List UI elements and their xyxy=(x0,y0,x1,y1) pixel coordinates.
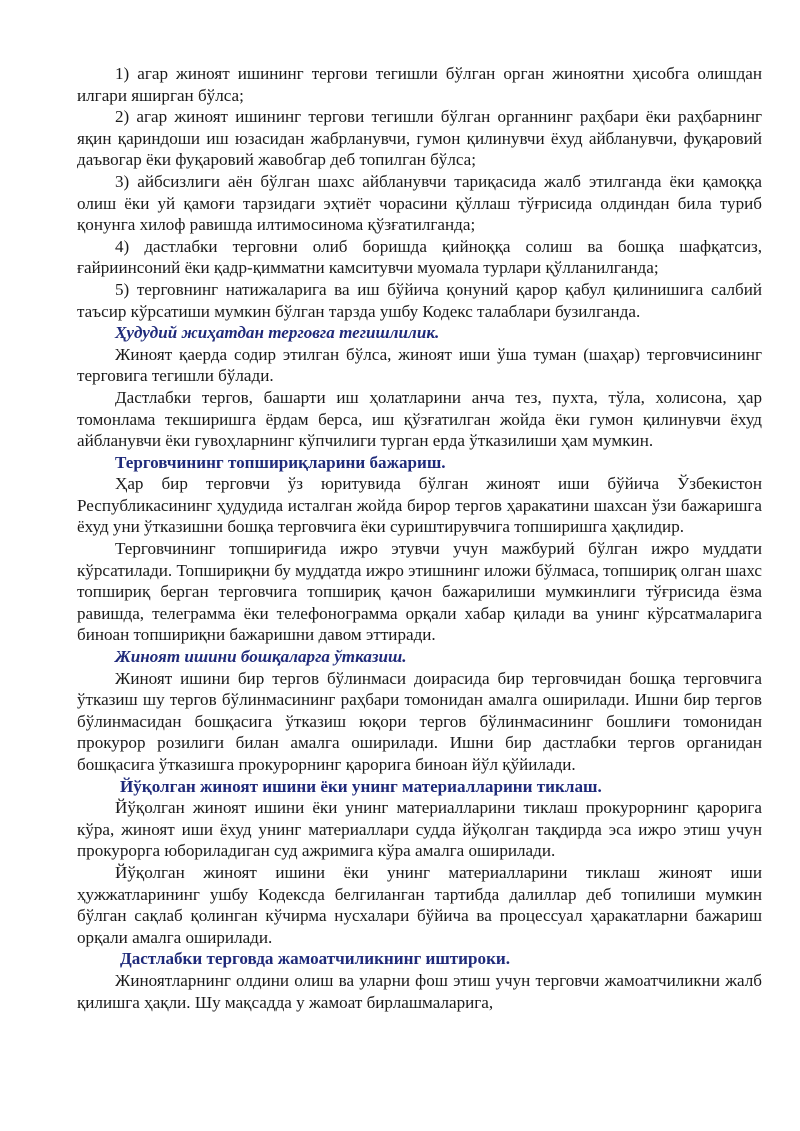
paragraph-item-2: 2) агар жиноят ишининг тергови тегишли бўлган органнинг раҳбари ёки раҳбарнинг яқин қариндоши иш юзасидан жабрланувчи, гумон қилинувчи ёхуд айбланувчи, фуқаровий даъвогар ёки фуқаровий жавобгар деб топилган бўлса; xyxy=(77,107,762,170)
paragraph-item-1: 1) агар жиноят ишининг тергови тегишли бўлган орган жиноятни ҳисобга олишдан илгари яширган бўлса; xyxy=(77,64,762,105)
paragraph-territorial-1: Жиноят қаерда содир этилган бўлса, жиноят иши ўша туман (шаҳар) терговчисининг терговига тегишли бўлади. xyxy=(77,344,762,386)
paragraph-restoration-1: Йўқолган жиноят ишини ёки унинг материалларини тиклаш прокурорнинг қарорига кўра, жиноят иши ёхуд унинг материаллари судда йўқолган тақдирда эса ижро этиш учун прокурорга юбориладиган суд ажримига кўра амалга оширилади. xyxy=(77,798,762,861)
section-heading-restoration: Йўқолган жиноят ишини ёки унинг материалларини тиклаш. xyxy=(120,776,602,796)
paragraph-assignments-1: Ҳар бир терговчи ўз юритувида бўлган жиноят иши бўйича Ўзбекистон Республикасининг ҳудудида исталган жойда бирор тергов ҳаракатини шахсан ўзи бажаришга ёхуд уни ўтказишни бошқа терговчига ёки суриштирувчига топширишга ҳақлидир. xyxy=(77,474,762,537)
paragraph-restoration-2: Йўқолган жиноят ишини ёки унинг материалларини тиклаш жиноят иши ҳужжатларининг ушбу Кодексда белгиланган тартибда далиллар деб топилиши мумкин бўлган сақлаб қолинган кўчирма нусхалари бўйича ва процессуал ҳаракатларни бажариш орқали амалга оширилади. xyxy=(77,862,762,947)
paragraph-item-4: 4) дастлабки терговни олиб боришда қийноққа солиш ва бошқа шафқатсиз, ғайриинсоний ёки қадр-қимматни камситувчи муомала турлари қўлланилганда; xyxy=(77,236,762,278)
paragraph-item-3: 3) айбсизлиги аён бўлган шахс айбланувчи тариқасида жалб этилганда ёки қамоққа олиш ёки уй қамоғи тарзидаги эҳтиёт чорасини қўллаш тўғрисида олдиндан била туриб қонунга хилоф равишда илтимосинома қўзғатилганда; xyxy=(77,171,762,235)
section-heading-transfer: Жиноят ишини бошқаларга ўтказиш. xyxy=(115,647,407,667)
paragraph-transfer-1: Жиноят ишини бир тергов бўлинмаси доирасида бир терговчидан бошқа терговчига ўтказиш шу тергов бўлинмасининг раҳбари томонидан амалга оширилади. Ишни бир тергов бўлинмасидан бошқасига ўтказиш юқори тергов бўлинмасининг бошлиғи томонидан прокурор розилиги билан амалга оширилади. Ишни бир дастлабки тергов органидан бошқасига ўтказишга прокурорнинг қарорига биноан йўл қўйилади. xyxy=(77,668,762,774)
section-heading-public-participation: Дастлабки терговда жамоатчиликнинг иштироки. xyxy=(120,949,511,969)
paragraph-territorial-2: Дастлабки тергов, башарти иш ҳолатларини анча тез, пухта, тўла, холисона, ҳар томонлама текширишга ёрдам берса, иш қўзғатилган жойда ёки гумон қилинувчи ёхуд айбланувчи ёки гувоҳларнинг кўпчилиги турган ерда ўтказилиши ҳам мумкин. xyxy=(77,387,762,451)
section-heading-assignments: Терговчининг топшириқларини бажариш. xyxy=(115,452,446,472)
paragraph-public-participation-1: Жиноятларнинг олдини олиш ва уларни фош этиш учун терговчи жамоатчиликни жалб қилишга ҳақли. Шу мақсадда у жамоат бирлашмаларига, xyxy=(77,970,762,1012)
paragraph-item-5: 5) терговнинг натижаларига ва иш бўйича қонуний қарор қабул қилинишига салбий таъсир кўрсатиши мумкин бўлган тарзда ушбу Кодекс талаблари бузилганда. xyxy=(77,279,762,321)
section-heading-territorial: Ҳудудий жиҳатдан терговга тегишлилик. xyxy=(115,323,440,343)
paragraph-assignments-2: Терговчининг топшириғида ижро этувчи учун мажбурий бўлган ижро муддати кўрсатилади. Топшириқни бу муддатда ижро этишнинг иложи бўлмаса, топшириқ олган шахс топшириқ берган терговчига топшириқ қачон бажарилиши мумкинлиги тўғрисида ёзма равишда, телеграмма ёки телефонограмма орқали хабар қилади ва унинг кўрсатмаларига биноан топшириқни бажаришни давом эттиради. xyxy=(77,539,762,645)
